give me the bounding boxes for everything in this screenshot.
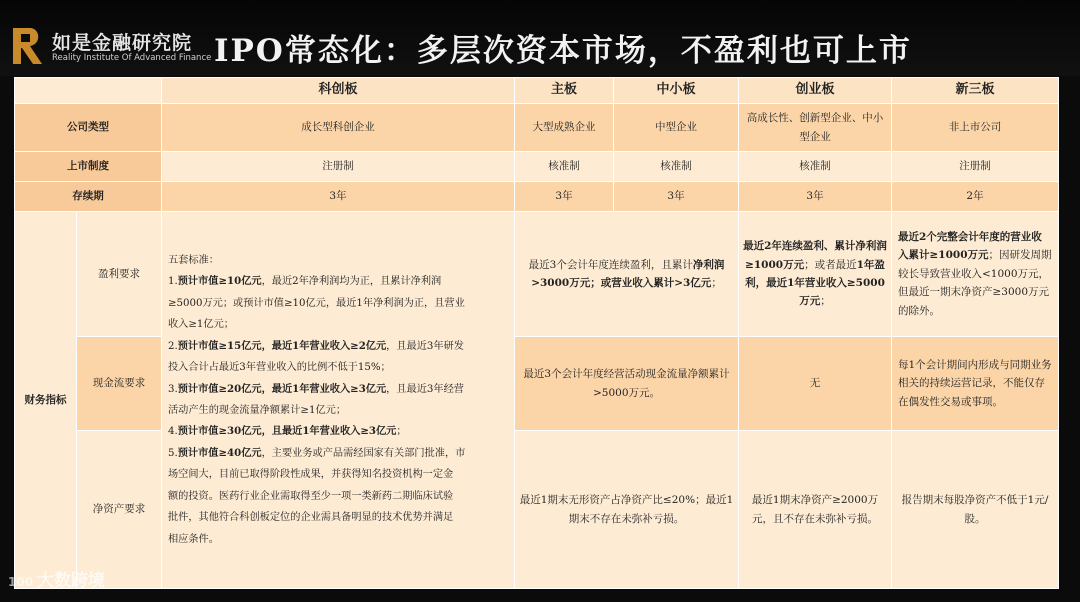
row-label: 公司类型 bbox=[15, 104, 162, 152]
text-bold: 净利润>3000万元；或营业收入累计>3亿元 bbox=[531, 258, 725, 289]
text: 1. bbox=[168, 276, 178, 288]
text: 投入合计占最近3年营业收入的比例不低于15%； bbox=[168, 362, 391, 374]
text: 场空间大，目前已取得阶段性成果，并获得知名投资机构一定金 bbox=[168, 469, 454, 481]
watermark-logo bbox=[8, 566, 105, 591]
kcb-criteria-line bbox=[168, 293, 508, 314]
sub-label-net: 净资产要求 bbox=[77, 431, 162, 589]
text-bold: 最近2个完整会计年度的营业收入累计≥1000万元 bbox=[898, 231, 1042, 262]
corner-cell bbox=[15, 78, 162, 104]
cell: 3年 bbox=[515, 182, 614, 212]
text: 活动产生的现金流量净额累计≥1亿元； bbox=[168, 405, 347, 416]
kcb-criteria-line bbox=[168, 271, 508, 292]
cell: 核准制 bbox=[614, 152, 739, 182]
sub-label-profit: 盈利要求 bbox=[77, 212, 162, 337]
kcb-criteria-line bbox=[168, 529, 508, 550]
logo-text-en: Reality Institute Of Advanced Finance bbox=[52, 53, 212, 63]
text-bold: 预计市值≥20亿元，最近1年营业收入≥3亿元 bbox=[177, 382, 387, 395]
logo-text-cn: 如是金融研究院 bbox=[52, 32, 193, 54]
text-bold: 预计市值≥15亿元，最近1年营业收入≥2亿元 bbox=[177, 339, 387, 352]
xsb-net-cell: 报告期末每股净资产不低于1元/股。 bbox=[892, 431, 1059, 589]
text-bold: 预计市值≥10亿元 bbox=[177, 275, 262, 288]
text: 2. bbox=[168, 340, 178, 352]
kcb-criteria-line bbox=[168, 357, 508, 378]
text: ；或者最近 bbox=[804, 258, 857, 271]
row-listing-system bbox=[15, 152, 1059, 182]
text: 额的投资。医药行业企业需取得至少一项一类新药二期临床试验 bbox=[168, 490, 454, 502]
col-header-zb: 主板 bbox=[515, 78, 614, 104]
text-bold: 预计市值≥40亿元 bbox=[177, 446, 262, 459]
text-bold: 最近2年连续盈利、累计净利润≥1000万元 bbox=[743, 240, 887, 271]
row-duration bbox=[15, 182, 1059, 212]
kcb-criteria-line bbox=[168, 400, 508, 421]
text-bold: 1年盈利，最近1年营业收入≥5000万元 bbox=[745, 258, 885, 308]
page-title: IPO常态化：多层次资本市场，不盈利也可上市 bbox=[214, 33, 912, 69]
text: 收入≥1亿元； bbox=[168, 319, 234, 331]
main-cash-cell: 最近3个会计年度经营活动现金流量净额累计>5000万元。 bbox=[515, 337, 739, 431]
text: 4. bbox=[168, 426, 178, 438]
kcb-criteria-line bbox=[168, 250, 508, 271]
kcb-criteria-line bbox=[168, 379, 508, 400]
text: ，且最近3年研发 bbox=[386, 340, 464, 352]
text: ； bbox=[820, 295, 831, 308]
kcb-criteria-line bbox=[168, 336, 508, 357]
cell: 2年 bbox=[892, 182, 1059, 212]
kcb-criteria-line bbox=[168, 486, 508, 507]
row-label-financial: 财务指标 bbox=[15, 212, 77, 589]
col-header-cyb: 创业板 bbox=[739, 78, 892, 104]
cell: 成长型科创企业 bbox=[162, 104, 515, 152]
cell: 非上市公司 bbox=[892, 104, 1059, 152]
text: 批件，其他符合科创板定位的企业需具备明显的技术优势并满足 bbox=[168, 512, 454, 524]
kcb-financial-criteria bbox=[162, 212, 515, 589]
comparison-table bbox=[14, 77, 1058, 588]
col-header-kcb: 科创板 bbox=[162, 78, 515, 104]
text: ≥5000万元；或预计市值≥10亿元，最近1年净利润为正，且营业 bbox=[168, 297, 465, 309]
watermark-text: 大数跨境 bbox=[37, 571, 106, 591]
cell: 核准制 bbox=[515, 152, 614, 182]
kcb-criteria-line bbox=[168, 507, 508, 528]
cell: 3年 bbox=[162, 182, 515, 212]
row-label: 上市制度 bbox=[15, 152, 162, 182]
kcb-criteria-line bbox=[168, 421, 508, 442]
col-header-xsb: 新三板 bbox=[892, 78, 1059, 104]
cell: 中型企业 bbox=[614, 104, 739, 152]
text: 相应条件。 bbox=[168, 533, 219, 545]
text: ； bbox=[396, 426, 407, 438]
text: 五套标准： bbox=[168, 255, 219, 267]
cyb-net-cell: 最近1期末净资产≥2000万元，且不存在未弥补亏损。 bbox=[739, 431, 892, 589]
col-header-zxb: 中小板 bbox=[614, 78, 739, 104]
cell: 注册制 bbox=[162, 152, 515, 182]
cell: 3年 bbox=[614, 182, 739, 212]
text: ；因研发周期较长导致营业收入<1000万元，但最近一期末净资产≥3000万元的除外。 bbox=[898, 249, 1052, 317]
text: ，最近2年净利润均为正，且累计净利润 bbox=[261, 276, 442, 288]
row-company-type bbox=[15, 104, 1059, 152]
r-logo-icon bbox=[8, 24, 46, 68]
main-profit-cell bbox=[515, 212, 739, 337]
text: ； bbox=[711, 277, 722, 289]
cell: 高成长性、创新型企业、中小型企业 bbox=[739, 104, 892, 152]
cyb-profit-cell bbox=[739, 212, 892, 337]
row-label: 存续期 bbox=[15, 182, 162, 212]
cell: 注册制 bbox=[892, 152, 1059, 182]
cell: 大型成熟企业 bbox=[515, 104, 614, 152]
text: 3. bbox=[168, 383, 178, 395]
kcb-criteria-line bbox=[168, 464, 508, 485]
text: 最近3个会计年度连续盈利，且累计 bbox=[528, 258, 693, 271]
text-bold: 预计市值≥30亿元，且最近1年营业收入≥3亿元 bbox=[177, 425, 397, 438]
cyb-cash-cell: 无 bbox=[739, 337, 892, 431]
text: 5. bbox=[168, 447, 178, 459]
row-profit bbox=[15, 212, 1059, 337]
text: ，主要业务或产品需经国家有关部门批准，市 bbox=[261, 447, 466, 459]
kcb-criteria-line bbox=[168, 443, 508, 464]
xsb-cash-cell: 每1个会计期间内形成与同期业务相关的持续运营记录，不能仅存在偶发性交易或事项。 bbox=[892, 337, 1059, 431]
watermark-mark: 100 bbox=[8, 575, 34, 589]
main-net-cell: 最近1期末无形资产占净资产比≤20%；最近1期末不存在未弥补亏损。 bbox=[515, 431, 739, 589]
cell: 核准制 bbox=[739, 152, 892, 182]
kcb-criteria-line bbox=[168, 314, 508, 335]
sub-label-cash: 现金流要求 bbox=[77, 337, 162, 431]
xsb-profit-cell bbox=[892, 212, 1059, 337]
cell: 3年 bbox=[739, 182, 892, 212]
header-bar bbox=[0, 0, 1080, 76]
text: ，且最近3年经营 bbox=[386, 383, 464, 395]
